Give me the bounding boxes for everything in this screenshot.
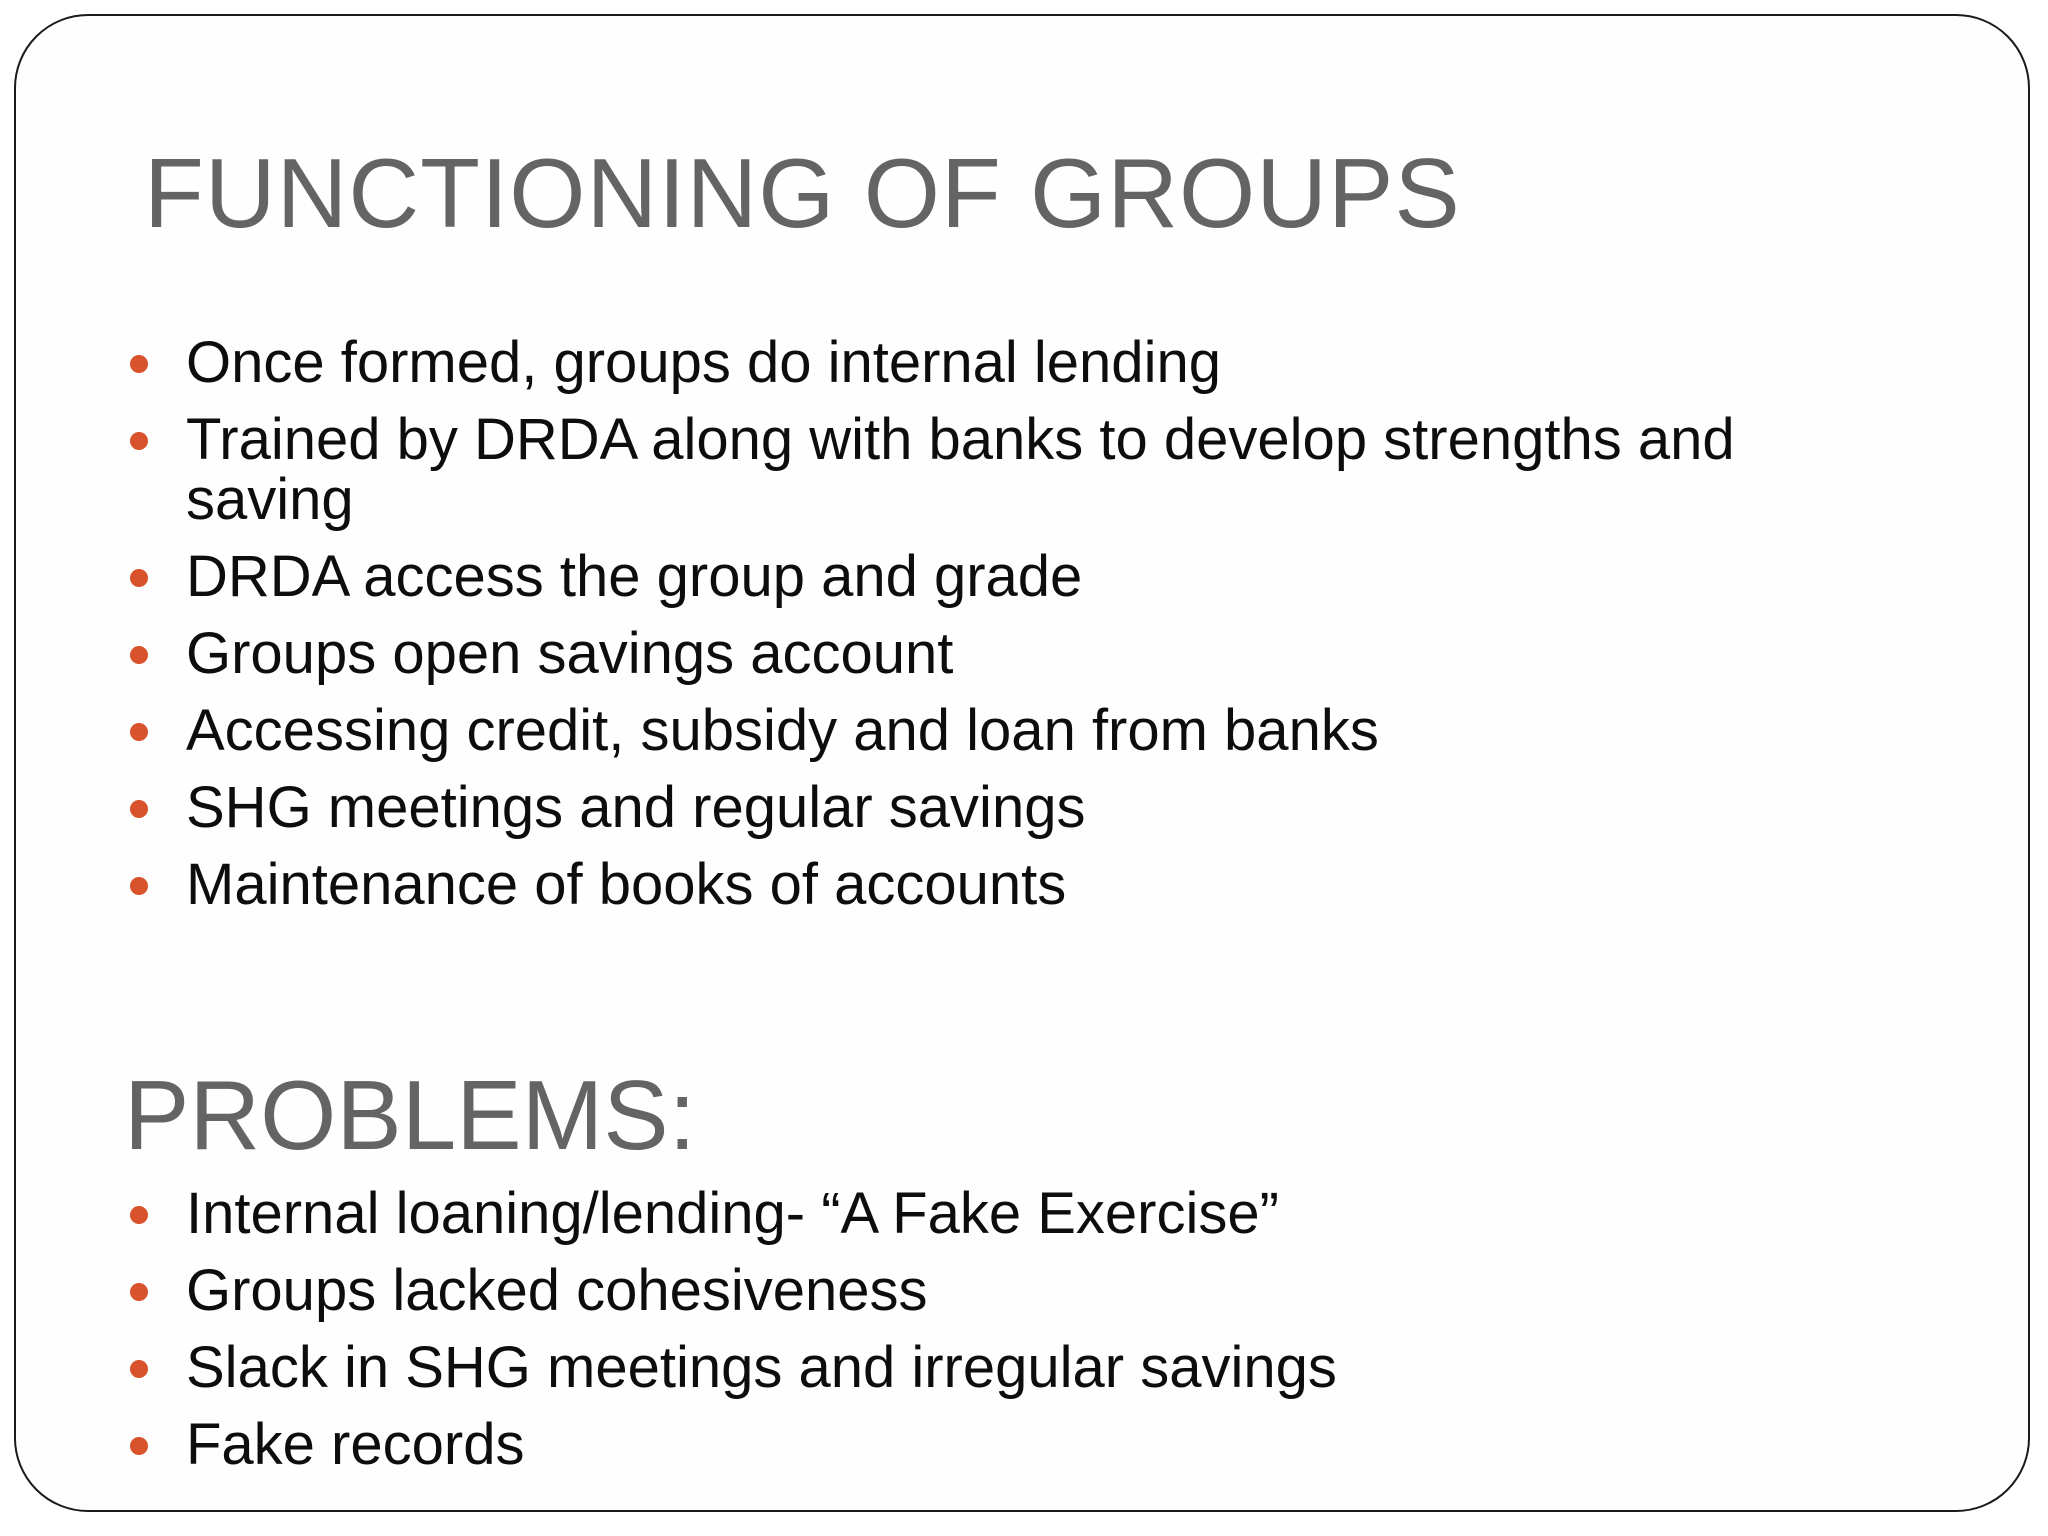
list-item-text: DRDA access the group and grade	[186, 544, 1083, 609]
list-item-text: Trained by DRDA along with banks to develop strengths and saving	[186, 407, 1735, 532]
list-item-text: Once formed, groups do internal lending	[186, 330, 1221, 395]
list-item	[16, 544, 1756, 609]
problems-bullet-list	[16, 1181, 1756, 1492]
bullet-icon	[130, 355, 148, 373]
list-item	[16, 1412, 1756, 1477]
list-item-text: Groups lacked cohesiveness	[186, 1258, 928, 1323]
bullet-icon	[130, 1283, 148, 1301]
list-item	[16, 775, 1756, 840]
bullet-icon	[130, 569, 148, 587]
list-item	[16, 330, 1756, 395]
list-item-text: SHG meetings and regular savings	[186, 775, 1086, 840]
problems-heading: PROBLEMS:	[124, 1060, 696, 1170]
bullet-icon	[130, 1206, 148, 1224]
list-item-text: Slack in SHG meetings and irregular savings	[186, 1335, 1337, 1400]
list-item	[16, 698, 1756, 763]
bullet-icon	[130, 646, 148, 664]
bullet-icon	[130, 432, 148, 450]
list-item-text: Maintenance of books of accounts	[186, 852, 1067, 917]
slide-title: FUNCTIONING OF GROUPS	[144, 138, 1461, 248]
list-item	[16, 621, 1756, 686]
list-item-text: Accessing credit, subsidy and loan from banks	[186, 698, 1379, 763]
slide-frame	[14, 14, 2030, 1512]
bullet-icon	[130, 723, 148, 741]
list-item	[16, 1258, 1756, 1323]
list-item	[16, 1335, 1756, 1400]
bullet-icon	[130, 1437, 148, 1455]
list-item	[16, 852, 1756, 917]
bullet-icon	[130, 1360, 148, 1378]
functioning-bullet-list	[16, 330, 1756, 932]
list-item-text: Fake records	[186, 1412, 525, 1477]
list-item-text: Groups open savings account	[186, 621, 954, 686]
list-item	[16, 407, 1756, 532]
bullet-icon	[130, 877, 148, 895]
list-item	[16, 1181, 1756, 1246]
bullet-icon	[130, 800, 148, 818]
list-item-text: Internal loaning/lending- “A Fake Exercise”	[186, 1181, 1279, 1246]
